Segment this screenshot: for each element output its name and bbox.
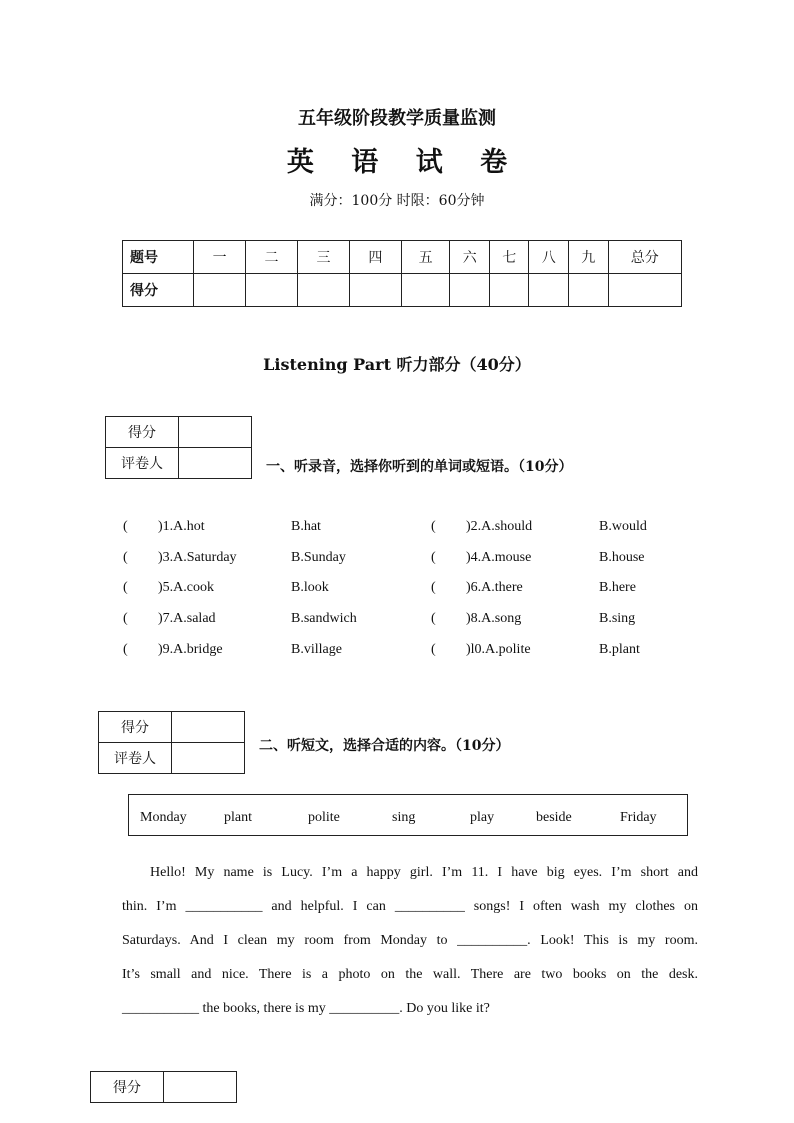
question-option-b: B.plant	[599, 642, 640, 657]
passage-line: Saturdays. And I clean my room from Monday to __________. Look! This is my room.	[122, 933, 698, 948]
passage-line: ___________ the books, there is my __________. Do you like it?	[122, 1001, 490, 1016]
question-option-a: )5.A.cook	[158, 580, 214, 595]
exam-subtitle-top: 五年级阶段教学质量监测	[298, 108, 496, 129]
word-bank-item: plant	[224, 810, 252, 825]
word-bank-item: beside	[536, 810, 572, 825]
score-table-header-cell: 总分	[608, 241, 682, 274]
answer-paren[interactable]: (	[123, 611, 128, 626]
passage	[122, 865, 698, 1025]
question-option-a: )1.A.hot	[158, 519, 205, 534]
score-input-cell[interactable]	[529, 274, 569, 307]
answer-paren[interactable]: (	[123, 519, 128, 534]
passage-line: It’s small and nice. There is a photo on the wall. There are two books on the desk.	[122, 967, 698, 982]
grader-box-3	[90, 1071, 237, 1103]
score-table-header-cell: 三	[298, 241, 350, 274]
question-option-a: )7.A.salad	[158, 611, 216, 626]
question-option-b: B.would	[599, 519, 647, 534]
question-option-a: )4.A.mouse	[466, 550, 532, 565]
question-option-a: )3.A.Saturday	[158, 550, 237, 565]
question-option-a: )l0.A.polite	[466, 642, 531, 657]
score-input-cell[interactable]	[608, 274, 682, 307]
score-label: 得分	[91, 1072, 164, 1103]
answer-paren[interactable]: (	[431, 550, 436, 565]
question-option-b: B.sing	[599, 611, 636, 626]
exam-meta: 满分：100分 时限：60分钟	[309, 193, 485, 209]
word-bank-item: polite	[308, 810, 340, 825]
word-bank-item: play	[470, 810, 495, 825]
answer-paren[interactable]: (	[431, 580, 436, 595]
score-table	[122, 240, 682, 307]
section2-title: 二、听短文，选择合适的内容。（10分）	[259, 738, 510, 754]
score-table-header-cell: 八	[529, 241, 569, 274]
question-option-b: B.here	[599, 580, 636, 595]
grader-box-2	[98, 711, 245, 774]
grader-label: 评卷人	[106, 448, 179, 479]
answer-paren[interactable]: (	[431, 642, 436, 657]
score-table-header-cell: 七	[489, 241, 529, 274]
score-input-cell[interactable]	[450, 274, 490, 307]
answer-paren[interactable]: (	[123, 550, 128, 565]
score-table-header-cell: 题号	[123, 241, 194, 274]
score-input-cell[interactable]	[568, 274, 608, 307]
passage-line: thin. I’m ___________ and helpful. I can __________ songs! I often wash my clothes on	[122, 899, 698, 914]
question-option-a: )9.A.bridge	[158, 642, 223, 657]
question-option-a: )8.A.song	[466, 611, 522, 626]
question-option-b: B.village	[291, 642, 342, 657]
grader-label: 评卷人	[99, 743, 172, 774]
score-input-cell[interactable]	[194, 274, 246, 307]
question-option-b: B.house	[599, 550, 645, 565]
answer-paren[interactable]: (	[123, 580, 128, 595]
question-option-b: B.hat	[291, 519, 321, 534]
score-table-header-cell: 九	[568, 241, 608, 274]
score-table-header-cell: 五	[401, 241, 450, 274]
answer-paren[interactable]: (	[123, 642, 128, 657]
score-table-header-cell: 二	[246, 241, 298, 274]
grader-input-cell[interactable]	[179, 448, 252, 479]
word-bank	[128, 794, 688, 836]
word-bank-item: Friday	[620, 810, 657, 825]
section1-title: 一、听录音，选择你听到的单词或短语。（10分）	[266, 459, 573, 475]
exam-title: 英 语 试 卷	[286, 147, 522, 178]
grader-input-cell[interactable]	[172, 743, 245, 774]
score-table-header-cell: 一	[194, 241, 246, 274]
answer-paren[interactable]: (	[431, 611, 436, 626]
score-input-cell[interactable]	[164, 1072, 237, 1103]
score-table-header-row	[123, 241, 682, 274]
score-label: 得分	[99, 712, 172, 743]
part-title: Listening Part 听力部分（40分）	[263, 355, 531, 374]
question-option-a: )6.A.there	[466, 580, 523, 595]
word-bank-item: sing	[392, 810, 416, 825]
question-option-a: )2.A.should	[466, 519, 533, 534]
question-option-b: B.sandwich	[291, 611, 357, 626]
score-input-cell[interactable]	[489, 274, 529, 307]
passage-line: Hello! My name is Lucy. I’m a happy girl. I’m 11. I have big eyes. I’m short and	[150, 865, 698, 880]
score-input-cell[interactable]	[246, 274, 298, 307]
score-input-cell[interactable]	[298, 274, 350, 307]
score-input-cell[interactable]	[349, 274, 401, 307]
score-input-cell[interactable]	[401, 274, 450, 307]
score-label: 得分	[106, 417, 179, 448]
score-row-label: 得分	[123, 274, 194, 307]
question-option-b: B.Sunday	[291, 550, 346, 565]
grader-box-1	[105, 416, 252, 479]
score-table-score-row	[123, 274, 682, 307]
word-bank-item: Monday	[140, 810, 187, 825]
score-table-header-cell: 四	[349, 241, 401, 274]
score-input-cell[interactable]	[179, 417, 252, 448]
answer-paren[interactable]: (	[431, 519, 436, 534]
score-table-header-cell: 六	[450, 241, 490, 274]
score-input-cell[interactable]	[172, 712, 245, 743]
question-option-b: B.look	[291, 580, 329, 595]
